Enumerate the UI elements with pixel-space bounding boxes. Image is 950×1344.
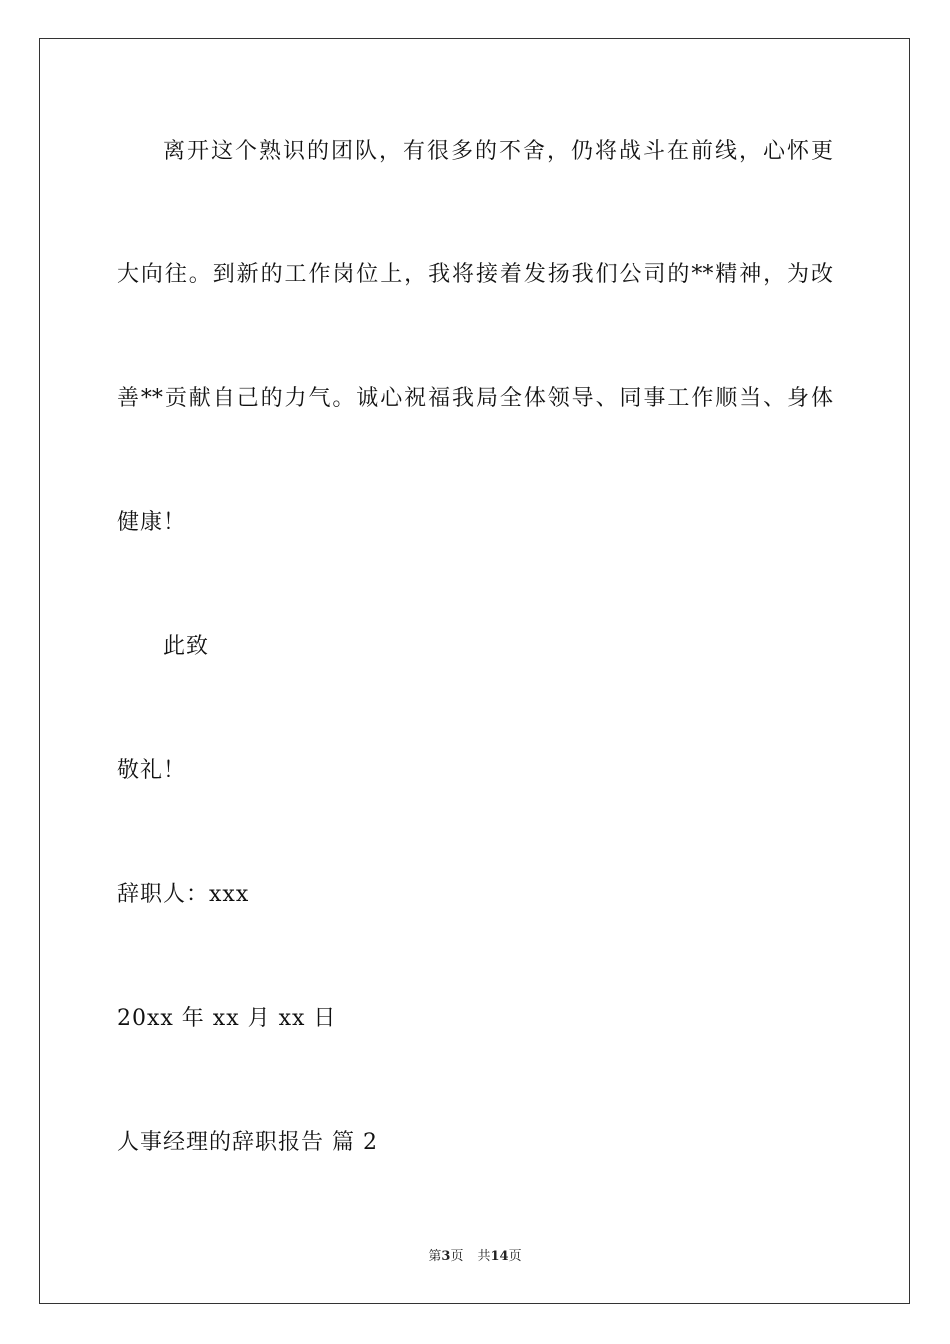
page-border (39, 38, 910, 1304)
date-line: 20xx 年 xx 月 xx 日 (117, 1006, 337, 1031)
footer-total-suffix: 页 (508, 1249, 522, 1264)
closing-salutation: 此致 (163, 634, 210, 659)
page-footer (0, 1248, 950, 1266)
footer-page-current: 3 (441, 1249, 451, 1264)
footer-page-prefix: 第 (428, 1249, 442, 1264)
section-heading: 人事经理的辞职报告 篇 2 (117, 1130, 378, 1155)
body-paragraph-line-3: 善**贡献自己的力气。诚心祝福我局全体领导、同事工作顺当、身体 (117, 386, 833, 411)
footer-total-prefix: 共 (477, 1249, 491, 1264)
body-paragraph-line-1: 离开这个熟识的团队，有很多的不舍，仍将战斗在前线，心怀更 (163, 139, 833, 164)
footer-page-suffix: 页 (450, 1249, 464, 1264)
footer-page-total: 14 (490, 1249, 509, 1264)
body-paragraph-line-4: 健康！ (117, 510, 187, 535)
signature-line: 辞职人：xxx (117, 882, 250, 907)
closing-regards: 敬礼！ (117, 758, 187, 783)
body-paragraph-line-2: 大向往。到新的工作岗位上，我将接着发扬我们公司的**精神，为改 (117, 262, 833, 287)
